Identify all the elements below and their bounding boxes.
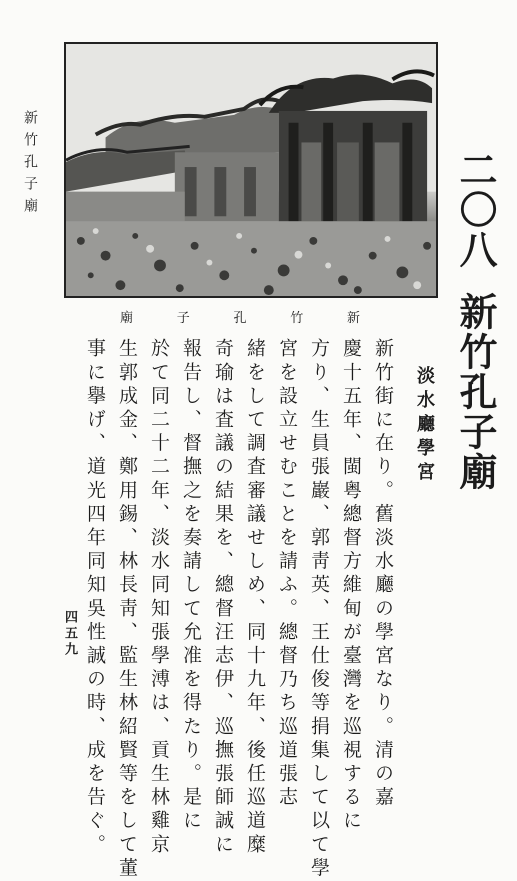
body-column: 慶十五年、閩粤總督方維甸が臺灣を巡視するに xyxy=(340,338,362,834)
page-number: 四五九 xyxy=(62,610,77,658)
body-column: 奇瑜は査議の結果を、總督汪志伊、巡撫張師誠に xyxy=(212,338,234,858)
body-column: 生郭成金、鄭用錫、林長靑、監生林紹賢等をして董 xyxy=(116,338,138,881)
body-column: 事に擧げ、道光四年同知吳性誠の時、成を告ぐ。 xyxy=(84,338,106,858)
body-column: 方り、生員張巖、郭靑英、王仕俊等捐集して以て學 xyxy=(308,338,330,881)
side-photo-caption: 新竹孔子廟 xyxy=(22,110,38,220)
temple-photograph xyxy=(64,42,438,298)
body-column: 報告し、督撫之を奏請して允准を得たり。是に xyxy=(180,338,202,834)
photo-caption-char: 新 xyxy=(346,311,360,326)
photo-caption-char: 廟 xyxy=(120,311,134,326)
temple-photo-illustration xyxy=(66,44,436,296)
photo-caption-char: 孔 xyxy=(233,311,247,326)
subtitle: 淡水廳學宮 xyxy=(414,366,435,486)
item-number: 二〇八 xyxy=(453,150,498,270)
body-column: 宮を設立せむことを請ふ。總督乃ち巡道張志 xyxy=(276,338,298,810)
body-column: 緒をして調査審議せしめ、同十九年、後任巡道糜 xyxy=(244,338,266,858)
page-title: 新竹孔子廟 xyxy=(453,292,498,492)
body-column: 於て同二十二年、淡水同知張學溥は、貢生林雞京 xyxy=(148,338,170,858)
photo-caption-char: 竹 xyxy=(290,311,304,326)
photo-caption xyxy=(120,307,360,326)
photo-caption-char: 子 xyxy=(176,311,190,326)
body-column: 新竹街に在り。舊淡水廳の學宮なり。清の嘉 xyxy=(372,338,394,810)
